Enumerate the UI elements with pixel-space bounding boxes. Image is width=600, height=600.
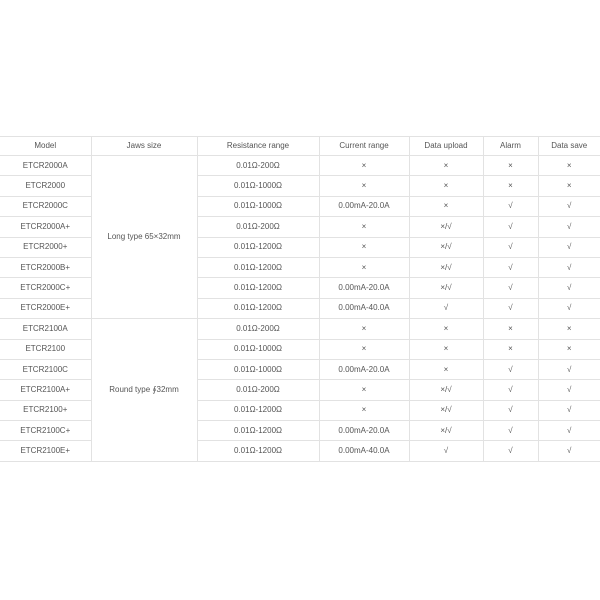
alarm-cell: √ [483,257,538,277]
data-upload-cell: ×/√ [409,278,483,298]
resistance-cell: 0.01Ω-1200Ω [197,400,319,420]
alarm-cell: × [483,156,538,176]
current-cell: × [319,319,409,339]
model-cell: ETCR2100C [0,359,91,379]
model-cell: ETCR2000B+ [0,257,91,277]
header-jaws-size: Jaws size [91,137,197,156]
data-upload-cell: ×/√ [409,421,483,441]
table-row [0,196,600,216]
data-upload-cell: ×/√ [409,380,483,400]
table-row [0,400,600,420]
alarm-cell: × [483,339,538,359]
current-cell: × [319,176,409,196]
resistance-cell: 0.01Ω-1200Ω [197,421,319,441]
data-save-cell: × [538,339,600,359]
table-body [0,156,600,462]
spec-table [0,136,600,462]
data-upload-cell: √ [409,298,483,318]
data-upload-cell: × [409,156,483,176]
data-save-cell: × [538,156,600,176]
table-row [0,257,600,277]
table-row [0,278,600,298]
header-alarm: Alarm [483,137,538,156]
resistance-cell: 0.01Ω-1200Ω [197,298,319,318]
header-data-save: Data save [538,137,600,156]
data-save-cell: √ [538,237,600,257]
resistance-cell: 0.01Ω-1000Ω [197,176,319,196]
table-row [0,380,600,400]
alarm-cell: × [483,176,538,196]
alarm-cell: √ [483,359,538,379]
data-upload-cell: × [409,359,483,379]
current-cell: 0.00mA-40.0A [319,298,409,318]
table-row [0,217,600,237]
resistance-cell: 0.01Ω-1200Ω [197,278,319,298]
current-cell: × [319,339,409,359]
resistance-cell: 0.01Ω-1000Ω [197,196,319,216]
header-data-upload: Data upload [409,137,483,156]
header-row [0,137,600,156]
current-cell: 0.00mA-20.0A [319,278,409,298]
table-row [0,156,600,176]
data-upload-cell: × [409,319,483,339]
data-save-cell: √ [538,278,600,298]
resistance-cell: 0.01Ω-200Ω [197,380,319,400]
data-upload-cell: ×/√ [409,237,483,257]
data-upload-cell: × [409,196,483,216]
current-cell: × [319,257,409,277]
alarm-cell: × [483,319,538,339]
data-save-cell: √ [538,196,600,216]
alarm-cell: √ [483,298,538,318]
data-save-cell: √ [538,380,600,400]
resistance-cell: 0.01Ω-1200Ω [197,257,319,277]
alarm-cell: √ [483,237,538,257]
current-cell: × [319,380,409,400]
data-upload-cell: √ [409,441,483,461]
model-cell: ETCR2100C+ [0,421,91,441]
data-upload-cell: × [409,339,483,359]
table-row [0,237,600,257]
current-cell: 0.00mA-20.0A [319,359,409,379]
model-cell: ETCR2100 [0,339,91,359]
model-cell: ETCR2000A+ [0,217,91,237]
data-save-cell: √ [538,217,600,237]
current-cell: × [319,237,409,257]
resistance-cell: 0.01Ω-200Ω [197,319,319,339]
table-row [0,298,600,318]
alarm-cell: √ [483,421,538,441]
model-cell: ETCR2100A+ [0,380,91,400]
data-save-cell: √ [538,400,600,420]
alarm-cell: √ [483,400,538,420]
alarm-cell: √ [483,278,538,298]
data-save-cell: √ [538,257,600,277]
data-save-cell: × [538,319,600,339]
table-row [0,339,600,359]
resistance-cell: 0.01Ω-1200Ω [197,441,319,461]
table-row [0,359,600,379]
table-row [0,319,600,339]
model-cell: ETCR2000E+ [0,298,91,318]
resistance-cell: 0.01Ω-1200Ω [197,237,319,257]
model-cell: ETCR2100A [0,319,91,339]
resistance-cell: 0.01Ω-200Ω [197,156,319,176]
model-cell: ETCR2000C+ [0,278,91,298]
header-current-range: Current range [319,137,409,156]
table-row [0,176,600,196]
jaws-size-cell: Long type 65×32mm [91,156,197,319]
data-upload-cell: × [409,176,483,196]
alarm-cell: √ [483,380,538,400]
data-save-cell: √ [538,421,600,441]
current-cell: × [319,217,409,237]
header-resistance-range: Resistance range [197,137,319,156]
jaws-size-cell: Round type ∮32mm [91,319,197,462]
resistance-cell: 0.01Ω-1000Ω [197,359,319,379]
spec-table-container [0,136,600,462]
data-upload-cell: ×/√ [409,400,483,420]
alarm-cell: √ [483,196,538,216]
header-model: Model [0,137,91,156]
data-save-cell: √ [538,441,600,461]
current-cell: 0.00mA-40.0A [319,441,409,461]
data-save-cell: √ [538,359,600,379]
model-cell: ETCR2000+ [0,237,91,257]
model-cell: ETCR2000C [0,196,91,216]
current-cell: 0.00mA-20.0A [319,196,409,216]
data-save-cell: × [538,176,600,196]
current-cell: × [319,156,409,176]
model-cell: ETCR2000 [0,176,91,196]
data-save-cell: √ [538,298,600,318]
table-row [0,421,600,441]
table-row [0,441,600,461]
model-cell: ETCR2100E+ [0,441,91,461]
alarm-cell: √ [483,441,538,461]
data-upload-cell: ×/√ [409,257,483,277]
resistance-cell: 0.01Ω-1000Ω [197,339,319,359]
model-cell: ETCR2000A [0,156,91,176]
current-cell: 0.00mA-20.0A [319,421,409,441]
current-cell: × [319,400,409,420]
alarm-cell: √ [483,217,538,237]
model-cell: ETCR2100+ [0,400,91,420]
resistance-cell: 0.01Ω-200Ω [197,217,319,237]
data-upload-cell: ×/√ [409,217,483,237]
